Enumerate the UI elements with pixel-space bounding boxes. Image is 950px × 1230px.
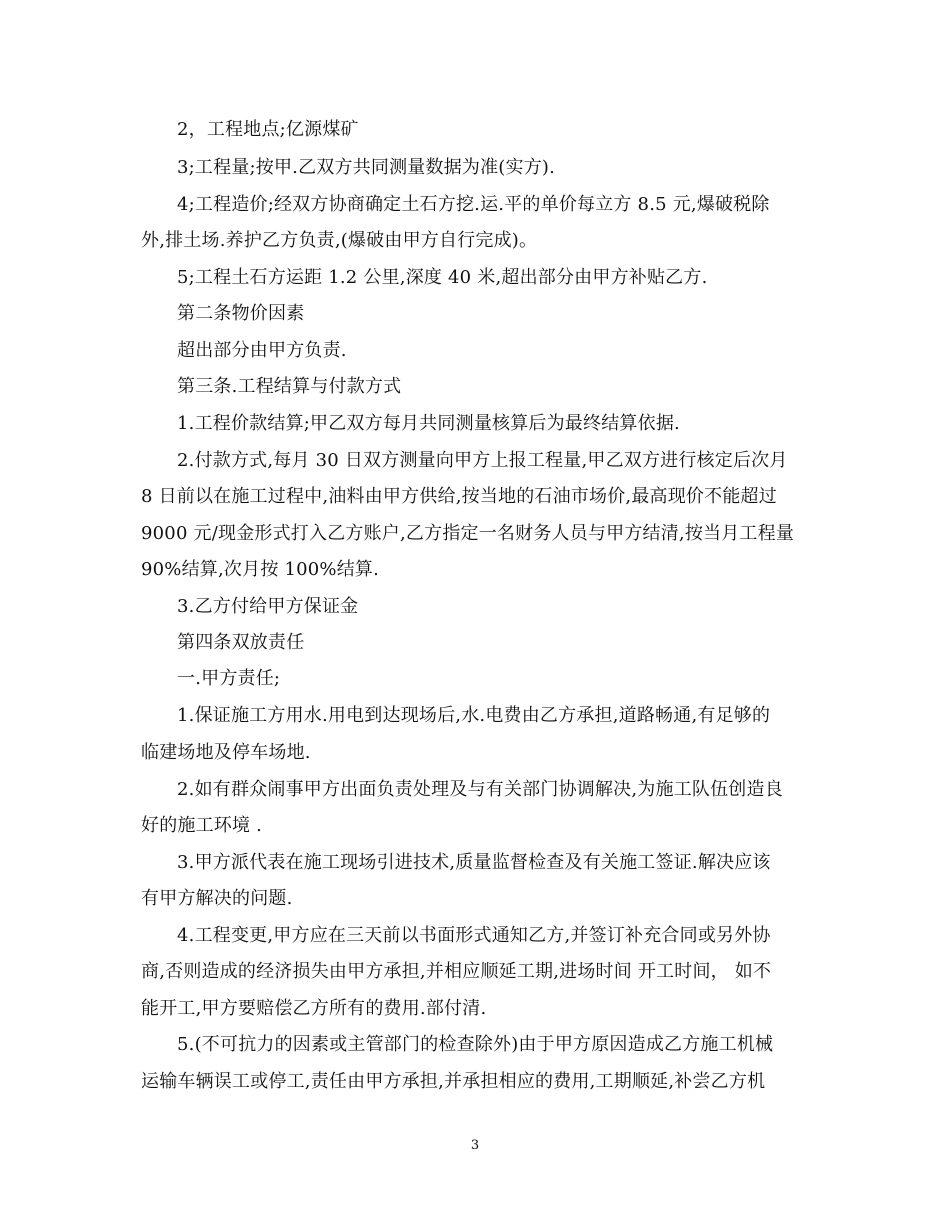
text-line: 能开工,甲方要赔偿乙方所有的费用.部付清. bbox=[141, 998, 487, 1019]
text-line: 9000 元/现金形式打入乙方账户,乙方指定一名财务人员与甲方结清,按当月工程量 bbox=[141, 523, 795, 544]
text-line: 商,否则造成的经济损失由甲方承担,并相应顺延工期,进场时间 开工时间， 如不 bbox=[141, 961, 772, 982]
text-line: 5;工程土石方运距 1.2 公里,深度 40 米,超出部分由甲方补贴乙方. bbox=[177, 267, 708, 288]
text-line: 运输车辆误工或停工,责任由甲方承担,并承担相应的费用,工期顺延,补尝乙方机 bbox=[141, 1071, 766, 1092]
text-line: 8 日前以在施工过程中,油料由甲方供给,按当地的石油市场价,最高现价不能超过 bbox=[141, 486, 777, 507]
section-heading: 第三条.工程结算与付款方式 bbox=[177, 376, 402, 397]
text-line: 90%结算,次月按 100%结算. bbox=[141, 559, 380, 580]
subsection-heading: 一.甲方责任; bbox=[177, 668, 281, 689]
text-line: 3.甲方派代表在施工现场引进技术,质量监督检查及有关施工签证.解决应该 bbox=[177, 852, 771, 873]
section-heading: 第四条双放责任 bbox=[177, 632, 305, 653]
text-line: 2.如有群众闹事甲方出面负责处理及与有关部门协调解决,为施工队伍创造良 bbox=[177, 779, 783, 800]
text-line: 4;工程造价;经双方协商确定土石方挖.运.平的单价每立方 8.5 元,爆破税除 bbox=[177, 194, 770, 215]
text-line: 2.付款方式,每月 30 日双方测量向甲方上报工程量,甲乙双方进行核定后次月 bbox=[177, 450, 788, 471]
text-line: 3.乙方付给甲方保证金 bbox=[177, 596, 359, 617]
text-line: 3;工程量;按甲.乙双方共同测量数据为准(实方). bbox=[177, 157, 556, 178]
page-number: 3 bbox=[470, 1138, 480, 1153]
text-line: 超出部分由甲方负责. bbox=[177, 340, 347, 361]
text-line: 有甲方解决的问题. bbox=[141, 888, 293, 909]
text-line: 临建场地及停车场地. bbox=[141, 742, 311, 763]
section-heading: 第二条物价因素 bbox=[177, 303, 305, 324]
text-line: 1.工程价款结算;甲乙双方每月共同测量核算后为最终结算依据. bbox=[177, 413, 680, 434]
text-line: 外,排土场.养护乙方负责,(爆破由甲方自行完成)。 bbox=[141, 230, 538, 251]
text-line: 4.工程变更,甲方应在三天前以书面形式通知乙方,并签订补充合同或另外协 bbox=[177, 925, 771, 946]
text-line: 5.(不可抗力的因素或主管部门的检查除外)由于甲方原因造成乙方施工机械 bbox=[177, 1034, 774, 1055]
text-line: 2，工程地点;亿源煤矿 bbox=[177, 119, 359, 140]
text-line: 1.保证施工方用水.用电到达现场后,水.电费由乙方承担,道路畅通,有足够的 bbox=[177, 705, 771, 726]
text-line: 好的施工环境 . bbox=[141, 815, 263, 836]
